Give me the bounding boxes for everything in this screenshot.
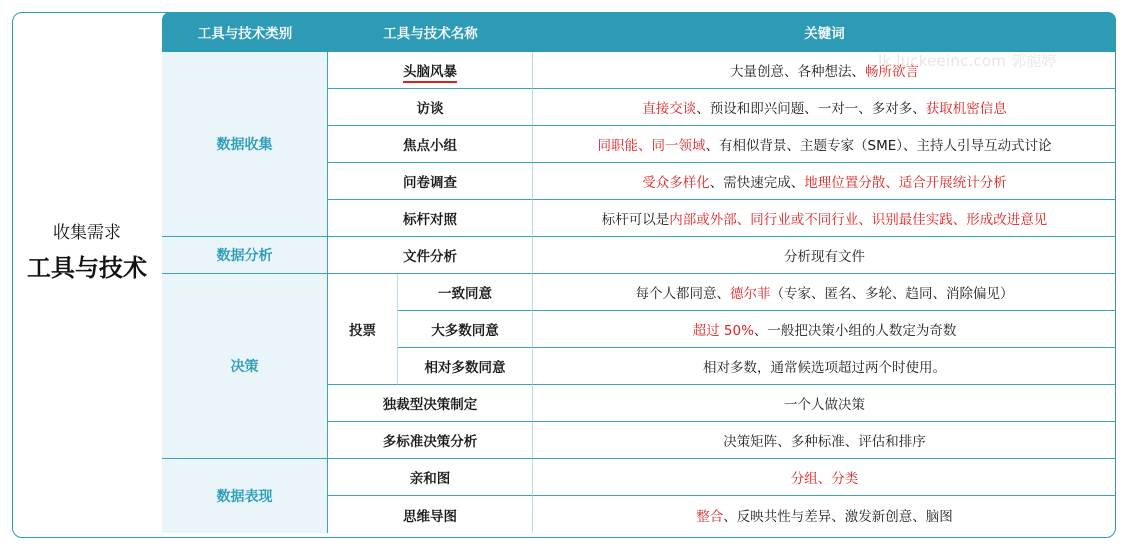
tool-name: 大多数同意 <box>398 311 533 348</box>
keyword-highlight: 内部或外部、同行业或不同行业、识别最佳实践、形成改进意见 <box>669 212 1048 228</box>
keywords-cell <box>533 385 1116 422</box>
keywords-cell <box>533 126 1116 163</box>
keyword-highlight: 德尔菲 <box>730 286 771 302</box>
tool-name: 标杆对照 <box>328 200 533 237</box>
keyword-highlight: 获取机密信息 <box>925 101 1007 117</box>
tool-name: 文件分析 <box>328 237 533 274</box>
keyword-highlight: 超过 50% <box>692 323 754 339</box>
tool-name: 思维导图 <box>328 496 533 533</box>
keywords-cell <box>533 237 1116 274</box>
tool-name-text: 头脑风暴 <box>403 64 457 83</box>
tool-name: 亲和图 <box>328 459 533 496</box>
keyword-text: 、有相似背景、主题专家（SME）、主持人引导互动式讨论 <box>705 138 1052 154</box>
keywords-cell <box>533 274 1116 311</box>
header-category: 工具与技术类别 <box>162 12 328 52</box>
keywords-cell <box>533 311 1116 348</box>
table-row <box>162 274 1116 311</box>
keyword-text: 、需快速完成、 <box>709 175 805 191</box>
watermark: lk.luckeeinc.com 郭旎婷 <box>878 52 1057 70</box>
category-cell: 数据表现 <box>162 459 328 533</box>
left-subtitle: 收集需求 <box>53 223 121 243</box>
keywords-cell <box>533 163 1116 200</box>
keywords-cell <box>533 496 1116 533</box>
tool-name: 独裁型决策制定 <box>328 385 533 422</box>
keyword-text: 、一般把决策小组的人数定为奇数 <box>753 323 957 339</box>
tool-name: 相对多数同意 <box>398 348 533 385</box>
table-row <box>162 459 1116 496</box>
tools-table <box>162 12 1116 533</box>
keyword-highlight: 直接交谈 <box>642 101 697 117</box>
left-panel <box>14 220 160 290</box>
keyword-text: 大量创意、各种想法、 <box>730 64 865 80</box>
keyword-text: 决策矩阵、多种标准、评估和排序 <box>723 434 926 450</box>
tool-name: 多标准决策分析 <box>328 422 533 459</box>
keyword-text: 、反映共性与差异、激发新创意、脑图 <box>723 508 953 525</box>
keyword-text: 每个人都同意、 <box>635 286 730 302</box>
tool-name: 焦点小组 <box>328 126 533 163</box>
header-row <box>162 12 1116 52</box>
keyword-text: （专家、匿名、多轮、趋同、消除偏见） <box>770 286 1014 302</box>
vote-group-cell: 投票 <box>328 274 398 385</box>
tool-name: 访谈 <box>328 89 533 126</box>
tool-name: 一致同意 <box>398 274 533 311</box>
left-title: 工具与技术 <box>27 254 147 282</box>
keyword-text: 相对多数，通常候选项超过两个时使用。 <box>703 360 946 376</box>
keywords-cell <box>533 89 1116 126</box>
keyword-text: 一个人做决策 <box>784 397 865 413</box>
category-cell: 决策 <box>162 274 328 459</box>
keyword-highlight: 同职能、同一领域 <box>597 138 706 154</box>
keywords-cell <box>533 459 1116 496</box>
keywords-cell <box>533 348 1116 385</box>
tool-name: 问卷调查 <box>328 163 533 200</box>
keyword-text: 、预设和即兴问题、一对一、多对多、 <box>696 101 926 117</box>
keyword-highlight: 地理位置分散、适合开展统计分析 <box>804 175 1007 191</box>
keyword-highlight: 受众多样化 <box>642 175 710 191</box>
category-cell: 数据收集 <box>162 52 328 237</box>
category-cell: 数据分析 <box>162 237 328 274</box>
keyword-text: 标杆可以是 <box>601 212 670 228</box>
keyword-highlight: 整合 <box>696 508 724 525</box>
keyword-highlight: 分组、分类 <box>790 471 859 487</box>
header-keywords: 关键词 <box>533 12 1116 52</box>
keyword-text: 分析现有文件 <box>784 249 865 265</box>
keywords-cell <box>533 200 1116 237</box>
tool-name <box>328 52 533 89</box>
keyword-highlight: 畅所欲言 <box>865 64 919 80</box>
keywords-cell <box>533 422 1116 459</box>
table-row <box>162 237 1116 274</box>
header-name: 工具与技术名称 <box>328 12 533 52</box>
